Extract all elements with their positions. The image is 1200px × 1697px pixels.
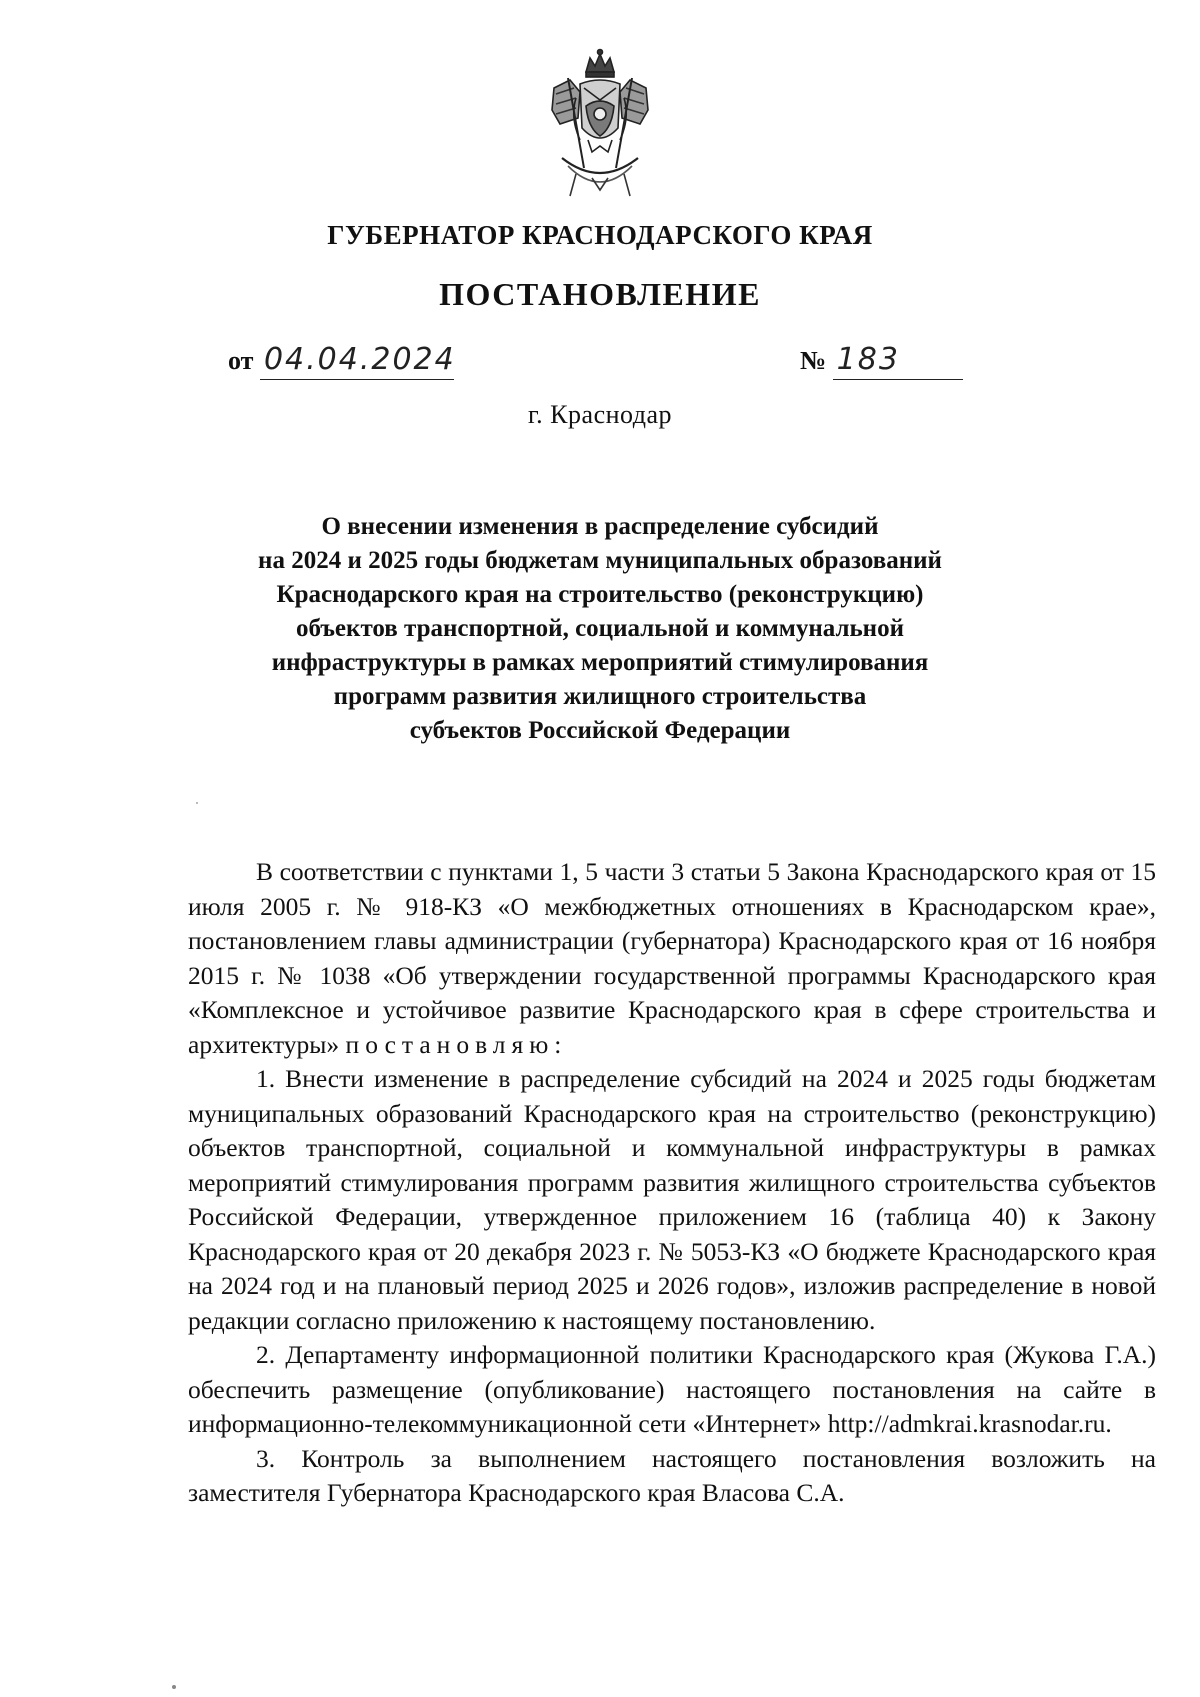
subject-line: О внесении изменения в распределение субсидий [321,513,879,540]
scan-speck [196,802,198,804]
scan-speck [172,1685,176,1689]
document-type: ПОСТАНОВЛЕНИЕ [439,276,761,312]
decree-word: постановляю: [345,1029,568,1059]
subject-line: программ развития жилищного строительства [333,683,867,710]
handwritten-number: 183 [833,342,963,380]
krasnodar-krai-coat-of-arms-icon [540,48,660,208]
clause-3: 3. Контроль за выполнением настоящего постановления возложить на заместителя Губернатора Краснодарского края Власова С.А. [188,1443,1156,1507]
subject-line: на 2024 и 2025 годы бюджетам муниципальных образований [258,547,942,574]
preamble-paragraph [188,855,1156,1062]
number-prefix: № [800,346,827,375]
date-prefix: от [228,346,254,375]
authority-title: ГУБЕРНАТОР КРАСНОДАРСКОГО КРАЯ [327,220,873,250]
subject-line: Краснодарского края на строительство (реконструкцию) [276,581,924,608]
subject-line: субъектов Российской Федерации [409,717,791,744]
city: г. Краснодар [527,400,673,429]
clause-2: 2. Департаменту информационной политики Краснодарского края (Жукова Г.А.) обеспечить размещение (опубликование) настоящего постановления на сайте в информационно-телекоммуникационной сети «Интернет» http://admkrai.krasnodar.ru. [188,1340,1156,1438]
document-body [188,855,1156,1511]
handwritten-date: 04.04.2024 [260,342,454,380]
preamble-text: В соответствии с пунктами 1, 5 части 3 статьи 5 Закона Краснодарского края от 15 июля 2005 г. № 918-КЗ «О межбюджетных отношениях в Краснодарском крае», постановлением главы администрации (губернатора) Краснодарского края от 16 ноября 2015 г. № 1038 «Об утверждении государственной программы Краснодарского края «Комплексное и устойчивое развитие Краснодарского края в сфере строительства и архитектуры» [188,857,1156,1059]
document-subject [200,510,1000,748]
document-number [800,342,963,380]
clause-1: 1. Внести изменение в распределение субсидий на 2024 и 2025 годы бюджетам муниципальных образований Краснодарского края на строительство (реконструкцию) объектов транспортной, социальной и коммунальной инфраструктуры в рамках мероприятий стимулирования программ развития жилищного строительства субъектов Российской Федерации, утвержденное приложением 16 (таблица 40) к Закону Краснодарского края от 20 декабря 2023 г. № 5053-КЗ «О бюджете Краснодарского края на 2024 год и на плановый период 2025 и 2026 годов», изложив распределение в новой редакции согласно приложению к настоящему постановлению. [188,1064,1156,1335]
subject-line: инфраструктуры в рамках мероприятий стимулирования [271,649,929,676]
document-date [228,342,454,380]
subject-line: объектов транспортной, социальной и коммунальной [295,615,904,642]
